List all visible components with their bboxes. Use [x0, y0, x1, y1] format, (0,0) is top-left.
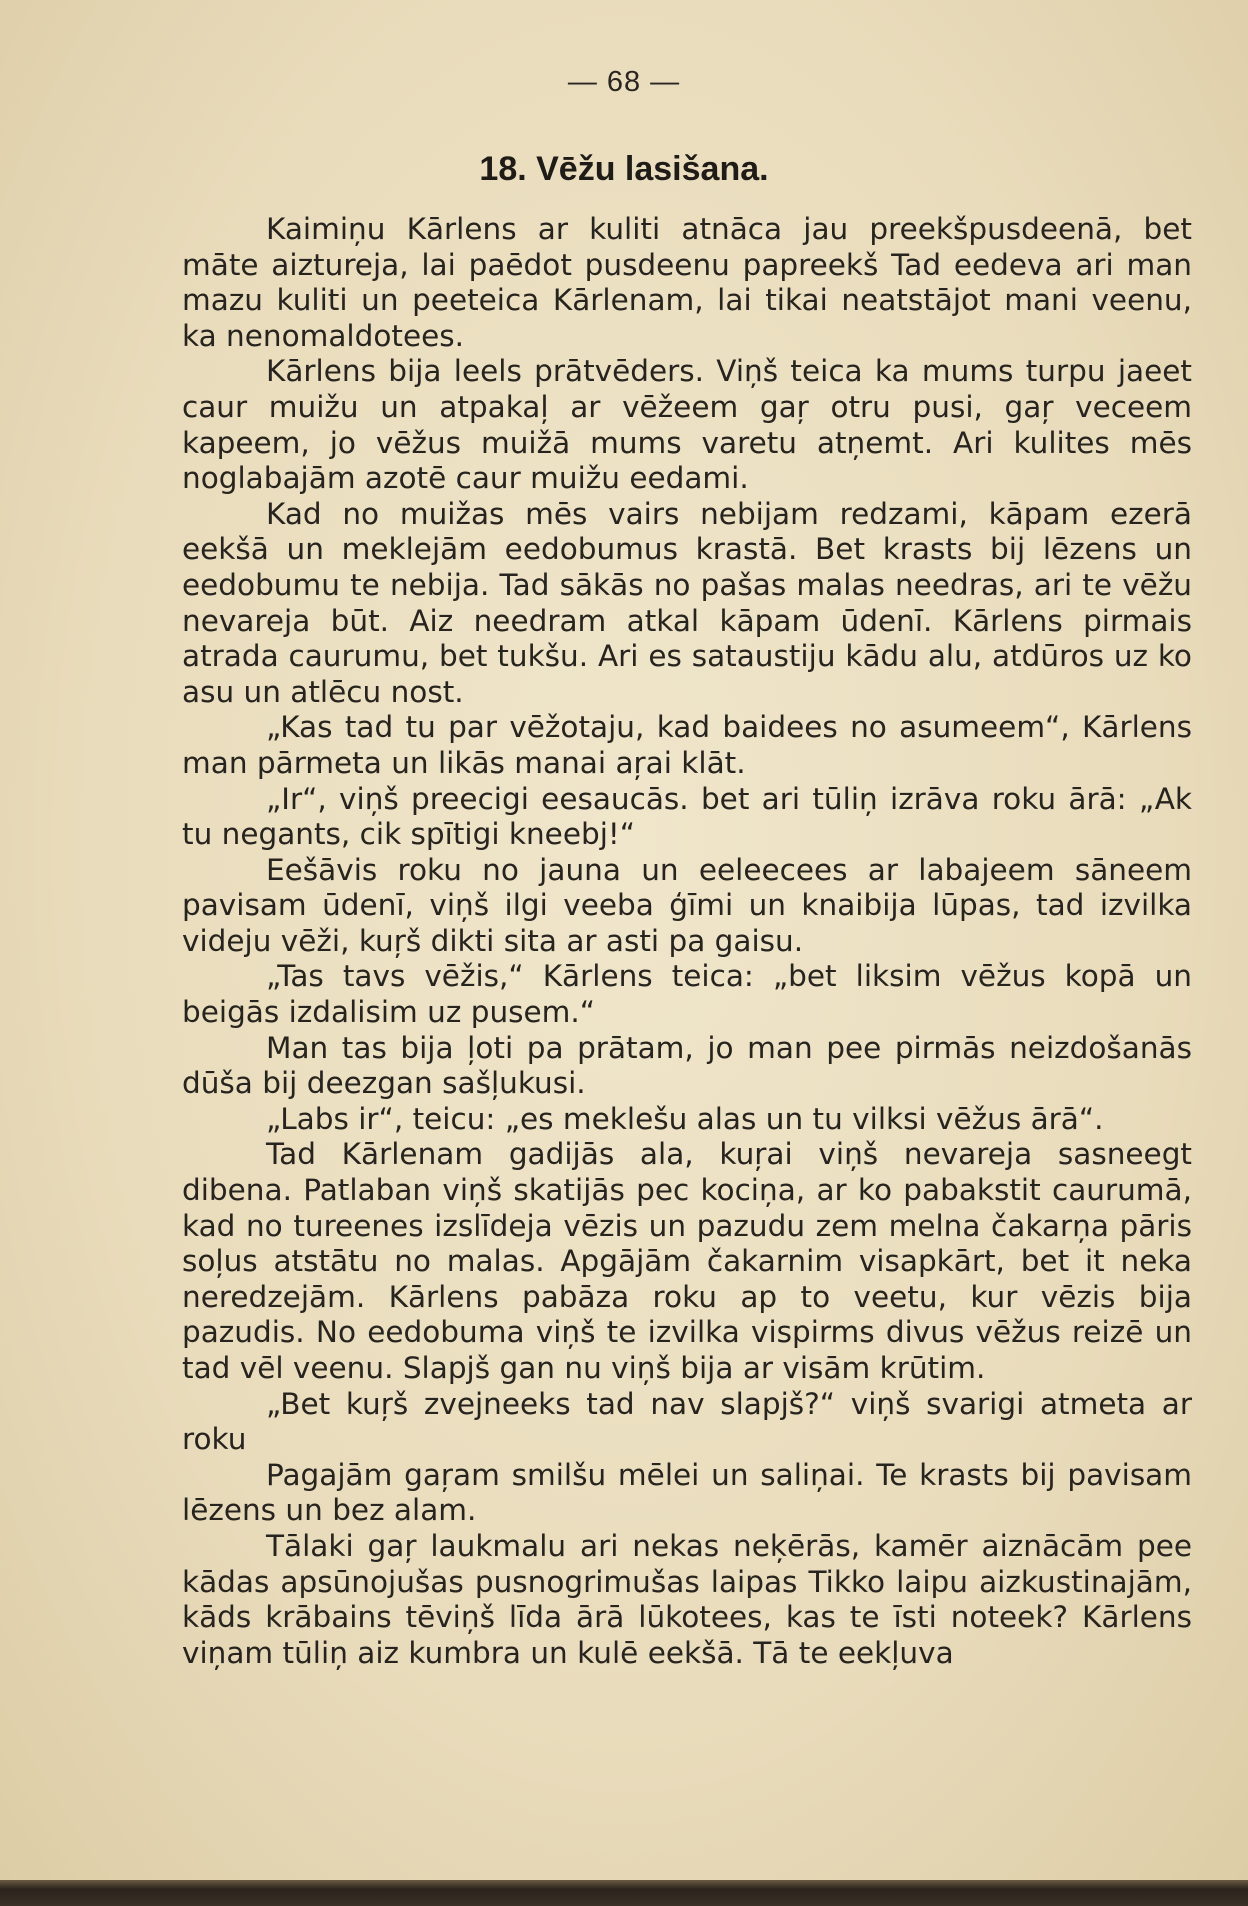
paragraph: „Ir“, viņš preecigi eesaucās. bet ari tūliņ izrāva roku ārā: „Ak tu negants, cik spītigi kneebj!“ [182, 781, 1192, 852]
paragraph: Kārlens bija leels prātvēders. Viņš teica ka mums turpu jaeet caur muižu un atpakaļ ar vēžeem gaŗ otru pusi, gaŗ veceem kapeem, jo vēžus muižā mums varetu atņemt. Ari kulites mēs noglabajām azotē caur muižu eedami. [182, 354, 1192, 496]
paragraph: Pagajām gaŗam smilšu mēlei un saliņai. Te krasts bij pavisam lēzens un bez alam. [182, 1457, 1192, 1528]
paragraph: Kad no muižas mēs vairs nebijam redzami, kāpam ezerā eekšā un meklejām eedobumus krastā. Bet krasts bij lēzens un eedobumu te nebija. Tad sākās no pašas malas needras, ari te vēžu nevareja būt. Aiz needram atkal kāpam ūdenī. Kārlens pirmais atrada caurumu, bet tukšu. Ari es sataustiju kādu alu, atdūros uz ko asu un atlēcu nost. [182, 496, 1192, 709]
chapter-title: 18. Vēžu lasišana. [479, 150, 769, 188]
paragraph: Tālaki gaŗ laukmalu ari nekas neķērās, kamēr aiznācām pee kādas apsūnojušas pusnogrimušas laipas Tikko laipu aizkustinajām, kāds krābains tēviņš līda ārā lūkotees, kas te īsti noteek? Kārlens viņam tūliņ aiz kumbra un kulē eekšā. Tā te eekļuva [182, 1528, 1192, 1670]
paragraph: „Kas tad tu par vēžotaju, kad baidees no asumeem“, Kārlens man pārmeta un likās manai aŗai klāt. [182, 710, 1192, 780]
paragraph: Eešāvis roku no jauna un eeleecees ar labajeem sāneem pavisam ūdenī, viņš ilgi veeba ģīmi un knaibija lūpas, tad izvilka videju vēži, kuŗš dikti sita ar asti pa gaisu. [182, 852, 1192, 958]
paragraph: Kaimiņu Kārlens ar kuliti atnāca jau preekšpusdeenā, bet māte aiztureja, lai paēdot pusdeenu papreekš Tad eedeva ari man mazu kuliti un peeteica Kārlenam, lai tikai neatstājot mani veenu, ka nenomaldotees. [182, 212, 1192, 353]
body-text [182, 212, 1192, 1671]
paragraph: Man tas bija ļoti pa prātam, jo man pee pirmās neizdošanās dūša bij deezgan sašļukusi. [182, 1030, 1192, 1101]
paragraph: Tad Kārlenam gadijās ala, kuŗai viņš nevareja sasneegt dibena. Patlaban viņš skatijās pec kociņa, ar ko pabakstit caurumā, kad no tureenes izslīdeja vēzis un pazudu zem melna čakarņa pāris soļus atstātu no malas. Apgājām čakarnim visapkārt, bet it neka neredzejām. Kārlens pabāza roku ap to veetu, kur vēzis bija pazudis. No eedobuma viņš te izvilka vispirms divus vēžus reizē un tad vēl veenu. Slapjš gan nu viņš bija ar visām krūtim. [182, 1137, 1192, 1385]
page-bottom-edge [0, 1880, 1248, 1906]
paragraph: „Bet kuŗš zvejneeks tad nav slapjš?“ viņš svarigi atmeta ar roku [182, 1386, 1192, 1457]
page-number: — 68 — [567, 66, 681, 98]
paragraph: „Tas tavs vēžis,“ Kārlens teica: „bet liksim vēžus kopā un beigās izdalisim uz pusem.“ [182, 959, 1192, 1030]
paragraph: „Labs ir“, teicu: „es meklešu alas un tu vilksi vēžus ārā“. [266, 1101, 1104, 1136]
